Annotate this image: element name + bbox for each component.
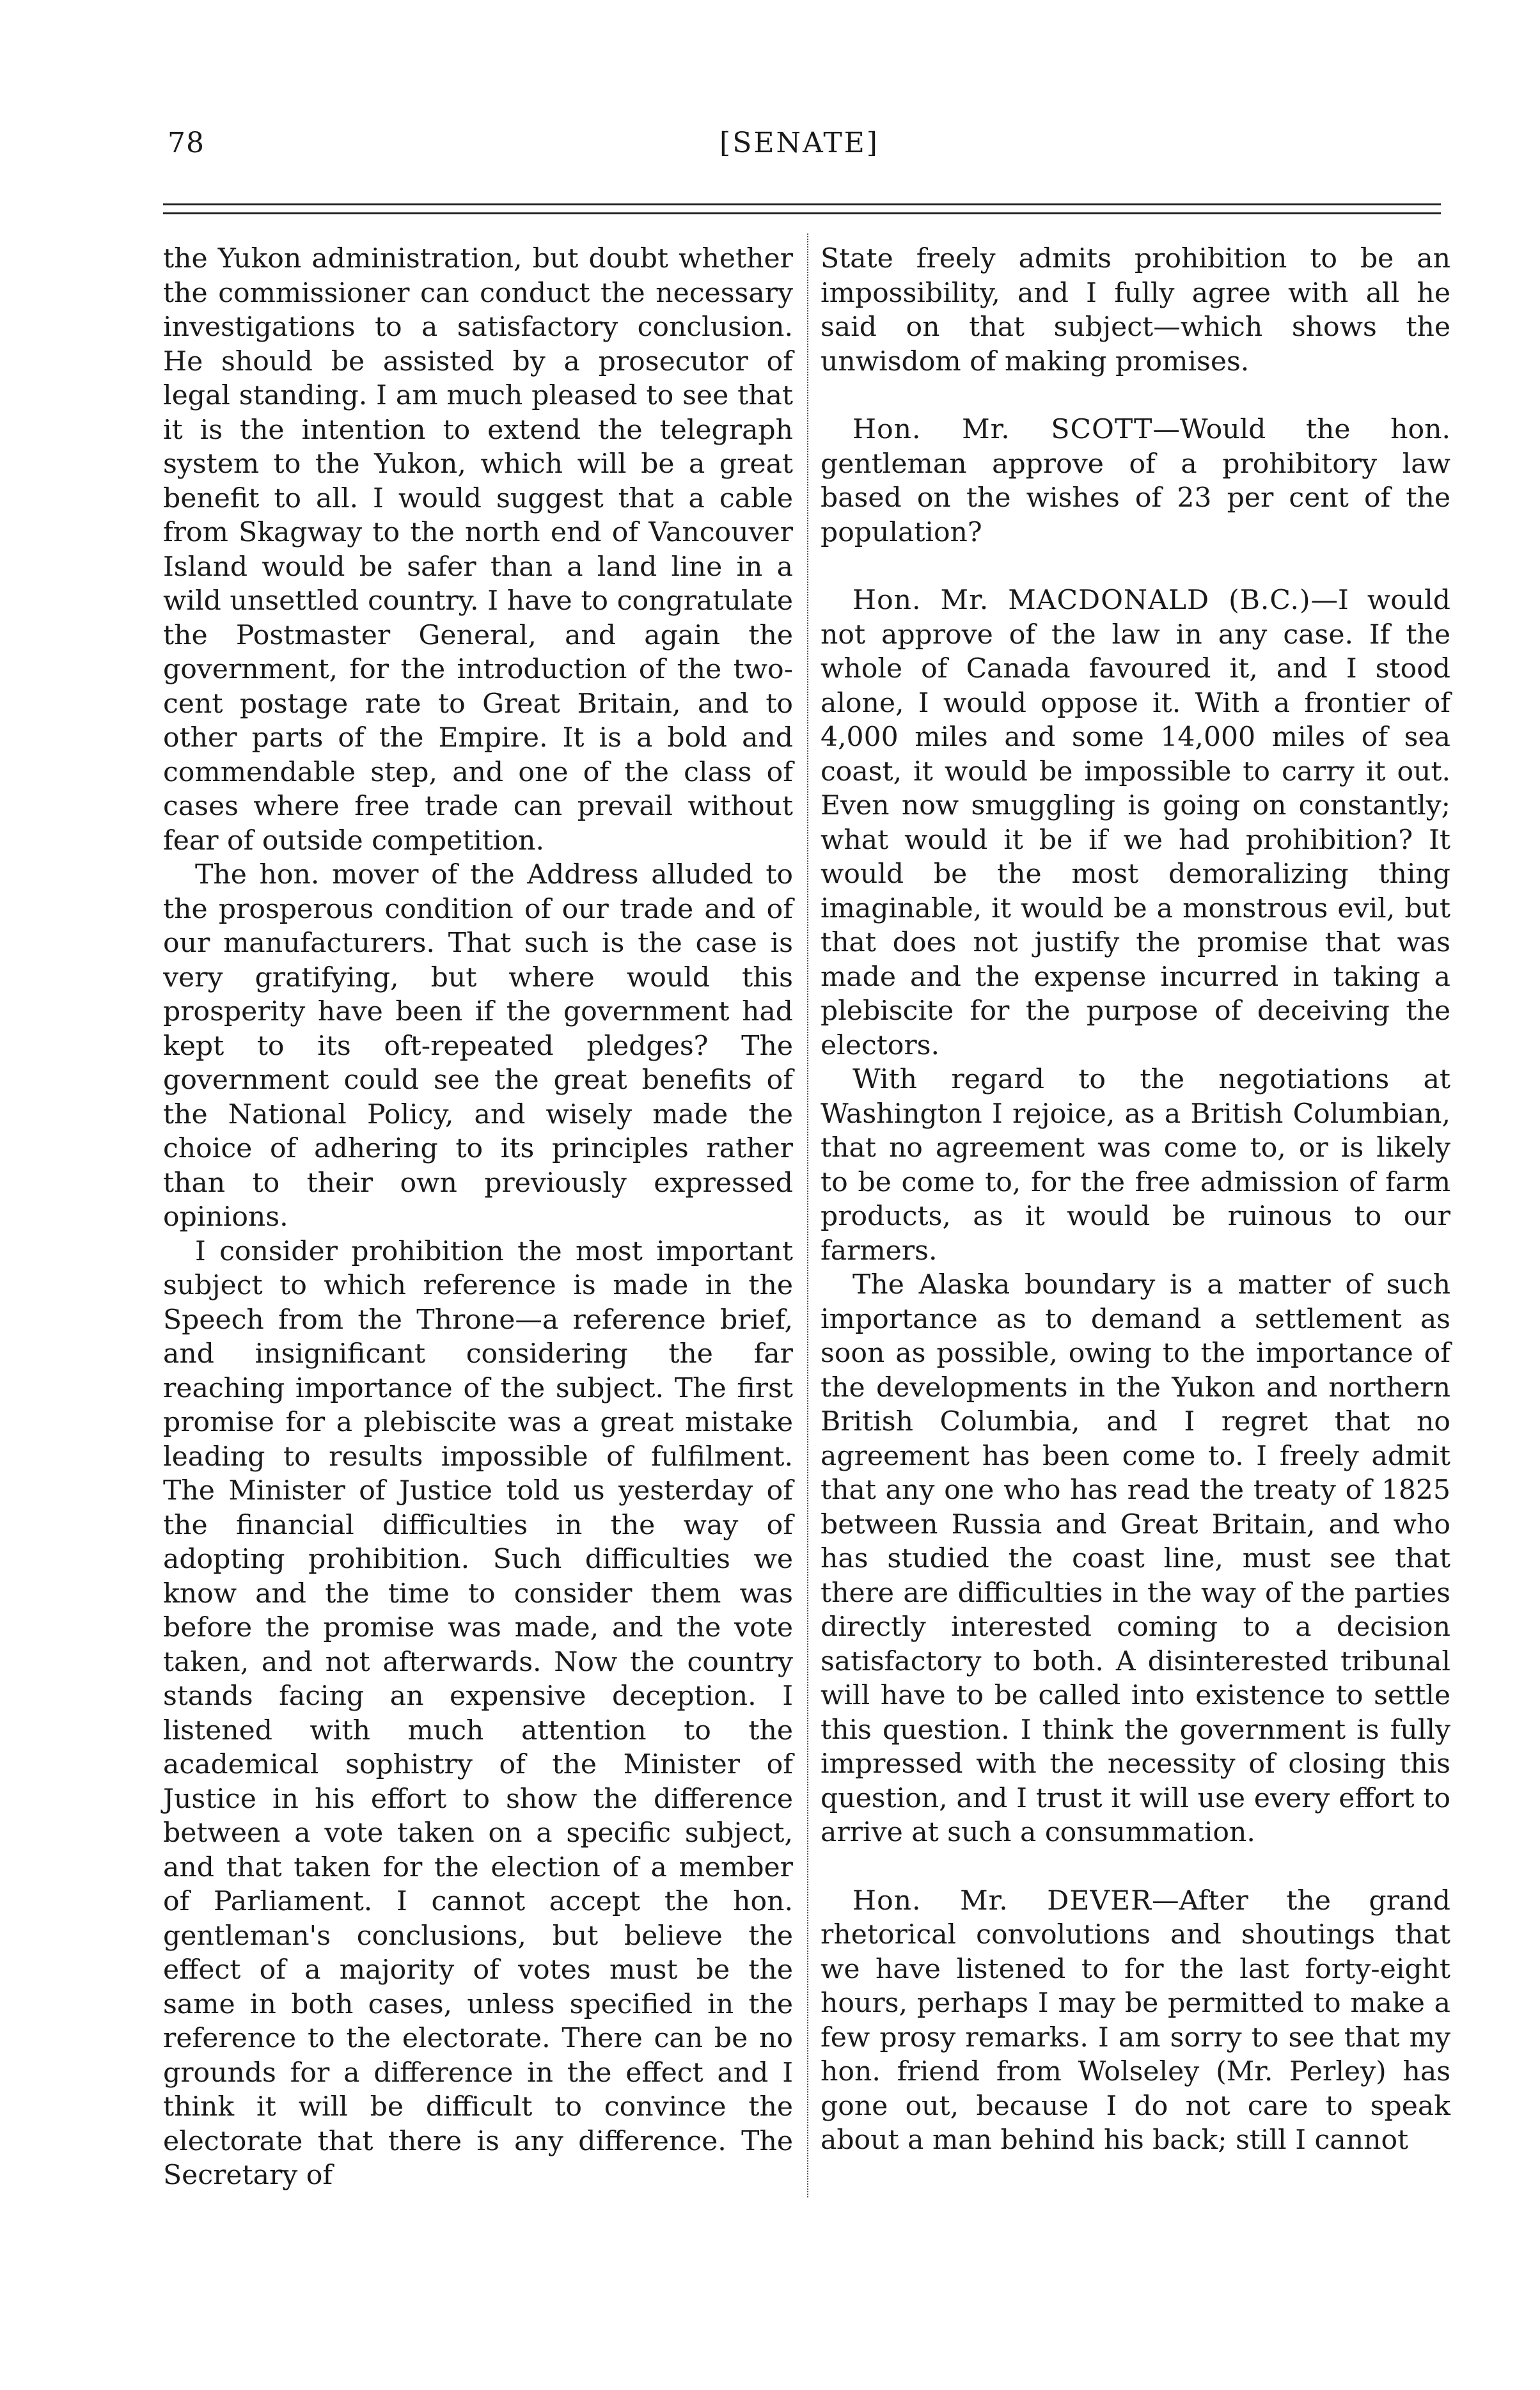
left-paragraph-1: the Yukon administration, but doubt whether the commissioner can conduct the necessary investigations to a satisfactory conclusion. He should be assisted by a prosecutor of legal standing. I am much pleased to see that it is the intention to extend the telegraph system to the Yukon, which will be a great benefit to all. I would suggest that a cable from Skagway to the north end of Vancouver Island would be safer than a land line in a wild unsettled country. I have to congratulate the Postmaster General, and again the government, for the introduction of the two-cent postage rate to Great Britain, and to other parts of the Empire. It is a bold and commendable step, and one of the class of cases where free trade can prevail without fear of outside competition.: [163, 243, 793, 857]
macdonald-speech-text: —I would not approve of the law in any case. If the whole of Canada favoured it, and I stood alone, I would oppose it. With a frontier of 4,000 miles and some 14,000 miles of sea coast, it would be impossible to carry it out. Even now smuggling is going on constantly; what would it be if we had prohibition? It would be the most demoralizing thing imaginable, it would be a monstrous evil, but that does not justify the promise that was made and the expense incurred in taking a plebiscite for the purpose of deceiving the electors.: [821, 585, 1450, 1061]
header-rule-upper: [163, 203, 1441, 205]
left-paragraph-2: The hon. mover of the Address alluded to the prosperous condition of our trade and of our manufacturers. That such is the case is very gratifying, but where would this prosperity have been if the government had kept to its oft-repeated pledges? The government could see the great benefits of the National Policy, and wisely made the choice of adhering to its principles rather than to their own previously expressed opinions.: [163, 859, 793, 1233]
running-head: [SENATE]: [719, 127, 879, 159]
right-paragraph-alaska: The Alaska boundary is a matter of such importance as to demand a settlement as soon as possible, owing to the importance of the developments in the Yukon and northern British Columbia, and I regret that no agreement has been come to. I freely admit that any one who has read the treaty of 1825 between Russia and Great Britain, and who has studied the coast line, must see that there are difficulties in the way of the parties directly interested coming to a decision satisfactory to both. A disinterested tribunal will have to be called into existence to settle this question. I think the government is fully impressed with the necessity of closing this question, and I trust it will use every effort to arrive at such a consummation.: [821, 1269, 1450, 1848]
right-paragraph-washington: With regard to the negotiations at Washington I rejoice, as a British Columbian, that no agreement was come to, or is likely to be come to, for the free admission of farm products, as it would be ruinous to our farmers.: [821, 1064, 1450, 1267]
right-column: [821, 242, 1450, 2158]
header-rule-lower: [163, 212, 1441, 214]
macdonald-speech: [821, 583, 1450, 1063]
scott-speech: [821, 413, 1450, 550]
page-number: 78: [168, 127, 205, 159]
left-paragraph-3: I consider prohibition the most important subject to which reference is made in the Speech from the Throne—a reference brief, and insignificant considering the far reaching importance of the subject. The first promise for a plebiscite was a great mistake leading to results impossible of fulfilment. The Minister of Justice told us yesterday of the financial difficulties in the way of adopting prohibition. Such difficulties we know and the time to consider them was before the promise was made, and the vote taken, and not afterwards. Now the country stands facing an expensive deception. I listened with much attention to the academical sophistry of the Minister of Justice in his effort to show the difference between a vote taken on a specific subject, and that taken for the election of a member of Parliament. I cannot accept the hon. gentleman's conclusions, but believe the effect of a majority of votes must be the same in both cases, unless specified in the reference to the electorate. There can be no grounds for a difference in the effect and I think it will be difficult to convince the electorate that there is any difference. The Secretary of: [163, 1235, 793, 2191]
speaker-macdonald: Hon. Mr. MACDONALD (B.C.): [852, 585, 1311, 616]
right-paragraph-1: State freely admits prohibition to be an impossibility, and I fully agree with all he said on that subject—which shows the unwisdom of making promises.: [821, 243, 1450, 377]
scott-speech-text: —Would the hon. gentleman approve of a prohibitory law based on the wishes of 23 per cent of the population?: [821, 414, 1450, 548]
left-column: [163, 242, 793, 2193]
speaker-dever: Hon. Mr. DEVER: [852, 1885, 1152, 1917]
dever-speech-text: —After the grand rhetorical convolutions and shoutings that we have listened to for the last forty-eight hours, perhaps I may be permitted to make a few prosy remarks. I am sorry to see that my hon. friend from Wolseley (Mr. Perley) has gone out, because I do not care to speak about a man behind his back; still I cannot: [821, 1885, 1450, 2156]
speaker-scott: Hon. Mr. SCOTT: [852, 414, 1153, 445]
column-divider: [807, 233, 808, 2197]
dever-speech: [821, 1884, 1450, 2158]
